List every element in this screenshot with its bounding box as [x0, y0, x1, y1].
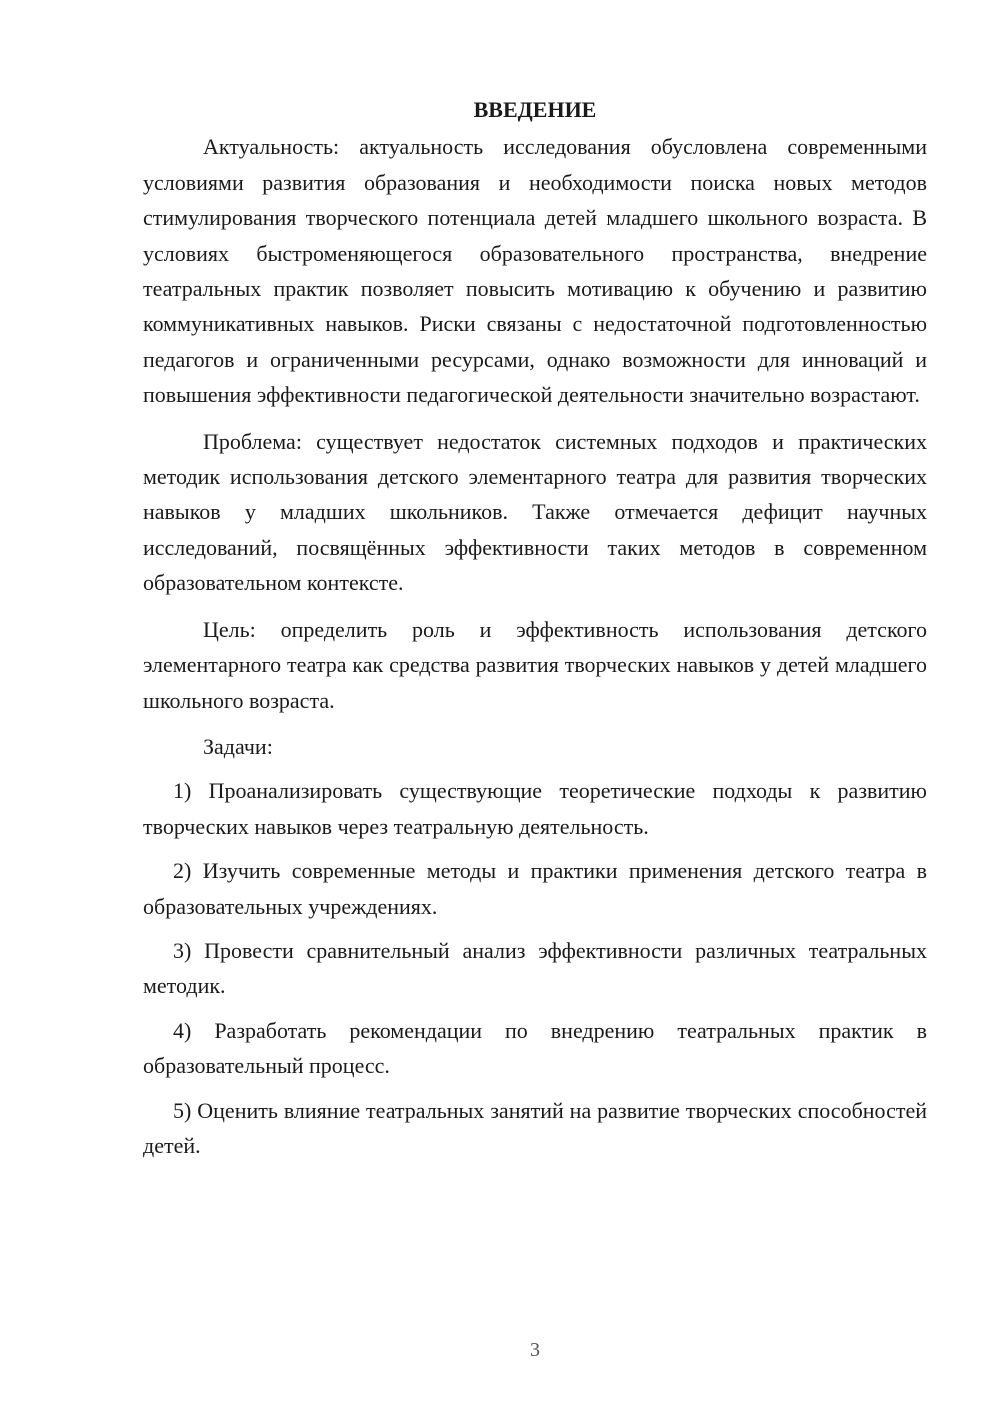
paragraph-relevance: Актуальность: актуальность исследования обусловлена современными условиями развития образования и необходимости поиска новых методов стимулирования творческого потенциала детей младшего школьного возраста. В условиях быстроменяющегося образовательного пространства, внедрение театральных практик позволяет повысить мотивацию к обучению и развитию коммуникативных навыков. Риски связаны с недостаточной подготовленностью педагогов и ограниченными ресурсами, однако возможности для инноваций и повышения эффективности педагогической деятельности значительно возрастают.: [143, 134, 927, 408]
task-item: 2) Изучить современные методы и практики применения детского театра в образовательных учреждениях.: [143, 858, 927, 919]
section-title: ВВЕДЕНИЕ: [473, 97, 597, 122]
task-item: 3) Провести сравнительный анализ эффективности различных театральных методик.: [143, 937, 927, 999]
paragraph-problem: Проблема: существует недостаток системных подходов и практических методик использования детского элементарного театра для развития творческих навыков у младших школьников. Также отмечается дефицит научных исследований, посвящённых эффективности таких методов в современном образовательном контексте.: [143, 428, 927, 596]
tasks-heading: Задачи:: [203, 733, 273, 759]
page-content: [143, 92, 927, 1163]
task-item: 1) Проанализировать существующие теоретические подходы к развитию творческих навыков через театральную деятельность.: [143, 778, 927, 839]
task-item: 4) Разработать рекомендации по внедрению театральных практик в образовательный процесс.: [143, 1017, 927, 1079]
paragraph-goal: Цель: определить роль и эффективность использования детского элементарного театра как средства развития творческих навыков у детей младшего школьного возраста.: [143, 616, 927, 713]
page-number: 3: [530, 1339, 540, 1361]
task-item: 5) Оценить влияние театральных занятий на развитие творческих способностей детей.: [143, 1097, 927, 1158]
